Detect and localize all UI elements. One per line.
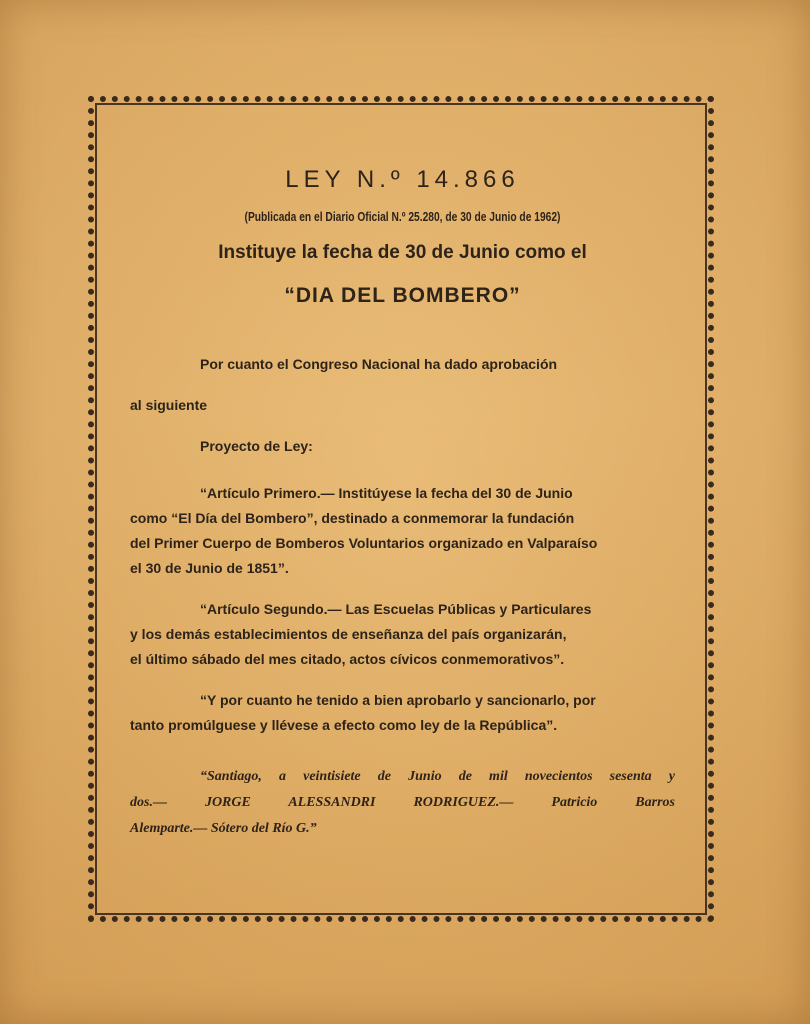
article-2-line: “Artículo Segundo.— Las Escuelas Públicas y Particulares bbox=[200, 601, 592, 617]
signature-line: dos.— JORGE ALESSANDRI RODRIGUEZ.— Patricio Barros bbox=[130, 795, 675, 810]
closing-line: tanto promúlguese y llévese a efecto como ley de la República”. bbox=[130, 717, 558, 733]
document-body bbox=[130, 160, 675, 842]
publication-note: (Publicada en el Diario Oficial N.º 25.280, de 30 de Junio de 1962) bbox=[244, 210, 561, 224]
institutes-line: Instituye la fecha de 30 de Junio como el bbox=[218, 242, 587, 263]
day-title: “DIA DEL BOMBERO” bbox=[284, 284, 521, 307]
article-2 bbox=[130, 597, 675, 672]
signature-line: Alemparte.— Sótero del Río G.” bbox=[130, 821, 317, 836]
preamble-line-1: Por cuanto el Congreso Nacional ha dado aprobación bbox=[200, 356, 558, 372]
closing-paragraph bbox=[130, 688, 675, 738]
proyecto-heading: Proyecto de Ley: bbox=[200, 438, 313, 454]
article-1 bbox=[130, 481, 675, 581]
signature-block bbox=[130, 764, 675, 842]
preamble-line-2: al siguiente bbox=[130, 397, 208, 413]
law-title: LEY N.º 14.866 bbox=[285, 166, 520, 193]
article-1-line: “Artículo Primero.— Institúyese la fecha del 30 de Junio bbox=[200, 485, 573, 501]
closing-line: “Y por cuanto he tenido a bien aprobarlo y sancionarlo, por bbox=[200, 692, 596, 708]
article-1-line: el 30 de Junio de 1851”. bbox=[130, 560, 289, 576]
article-2-line: el último sábado del mes citado, actos cívicos conmemorativos”. bbox=[130, 651, 565, 667]
article-2-line: y los demás establecimientos de enseñanza del país organizarán, bbox=[130, 626, 567, 642]
signature-line: “Santiago, a veintisiete de Junio de mil novecientos sesenta y bbox=[200, 769, 675, 784]
article-1-line: como “El Día del Bombero”, destinado a conmemorar la fundación bbox=[130, 510, 575, 526]
article-1-line: del Primer Cuerpo de Bomberos Voluntarios organizado en Valparaíso bbox=[130, 535, 598, 551]
